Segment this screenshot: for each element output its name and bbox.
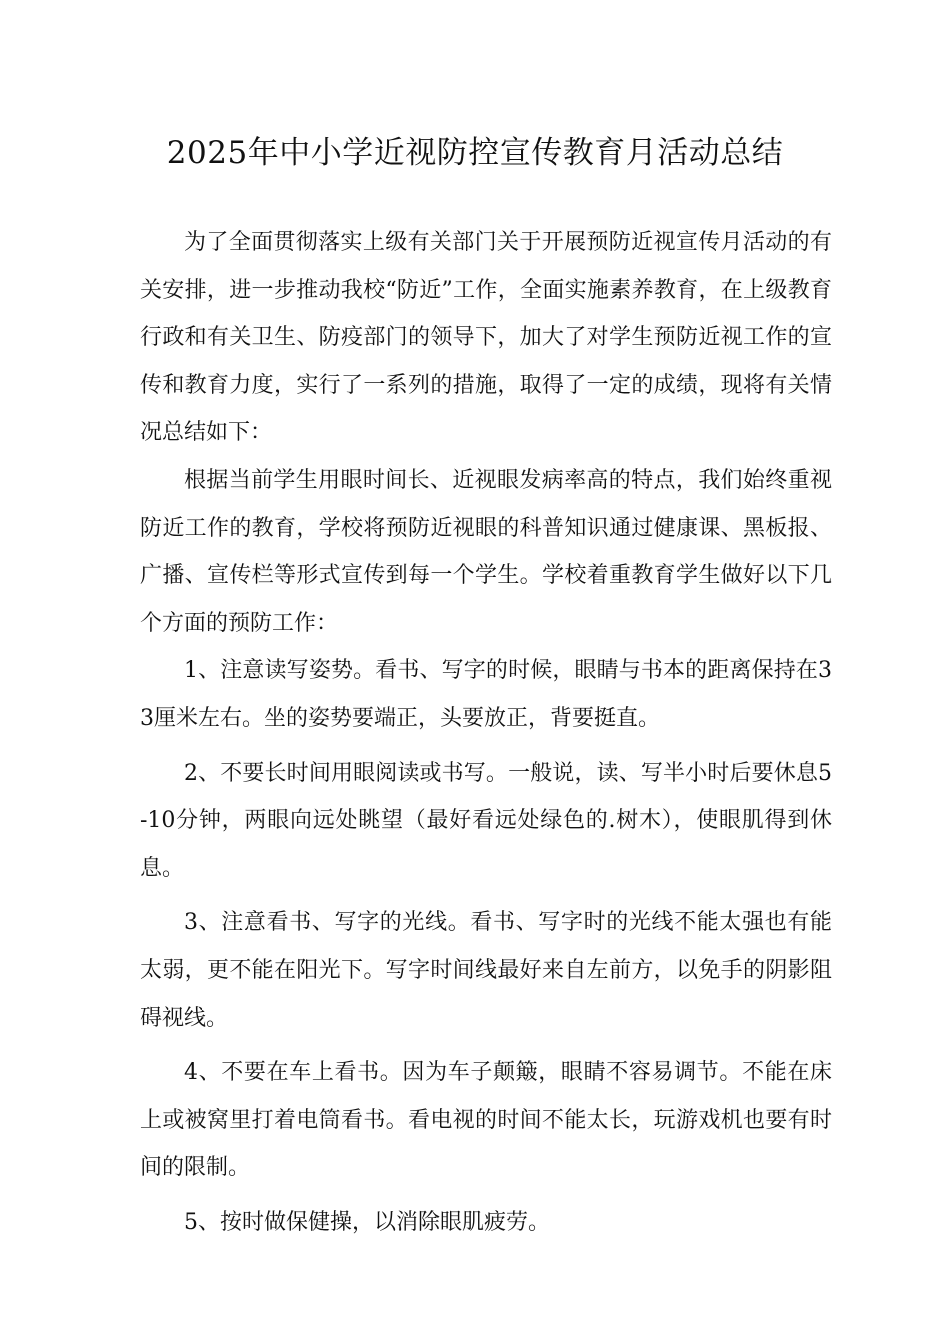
paragraph-item-4: 4、不要在车上看书。因为车子颠簸，眼睛不容易调节。不能在床上或被窝里打着电筒看书。看电视的时间不能太长，玩游戏机也要有时间的限制。 <box>140 1060 832 1181</box>
paragraph-item-1: 1、注意读写姿势。看书、写字的时候，眼睛与书本的距离保持在33厘米左右。坐的姿势要端正，头要放正，背要挺直。 <box>140 658 832 731</box>
paragraph-item-3: 3、注意看书、写字的光线。看书、写字时的光线不能太强也有能太弱，更不能在阳光下。写字时间线最好来自左前方，以免手的阴影阻碍视线。 <box>140 910 832 1031</box>
document-title: 2025年中小学近视防控宣传教育月活动总结 <box>166 135 784 171</box>
paragraph-item-5: 5、按时做保健操，以消除眼肌疲劳。 <box>184 1209 550 1235</box>
document-body <box>140 219 832 1246</box>
paragraph-item-2: 2、不要长时间用眼阅读或书写。一般说，读、写半小时后要休息5-10分钟，两眼向远处眺望（最好看远处绿色的.树木），使眼肌得到休息。 <box>140 760 832 881</box>
paragraph-background: 根据当前学生用眼时间长、近视眼发病率高的特点，我们始终重视防近工作的教育，学校将预防近视眼的科普知识通过健康课、黑板报、广播、宣传栏等形式宣传到每一个学生。学校着重教育学生做好以下几个方面的预防工作： <box>140 467 832 636</box>
paragraph-intro: 为了全面贯彻落实上级有关部门关于开展预防近视宣传月活动的有关安排，进一步推动我校“防近”工作，全面实施素养教育，在上级教育行政和有关卫生、防疫部门的领导下，加大了对学生预防近视工作的宣传和教育力度，实行了一系列的措施，取得了一定的成绩，现将有关情况总结如下： <box>140 230 832 446</box>
